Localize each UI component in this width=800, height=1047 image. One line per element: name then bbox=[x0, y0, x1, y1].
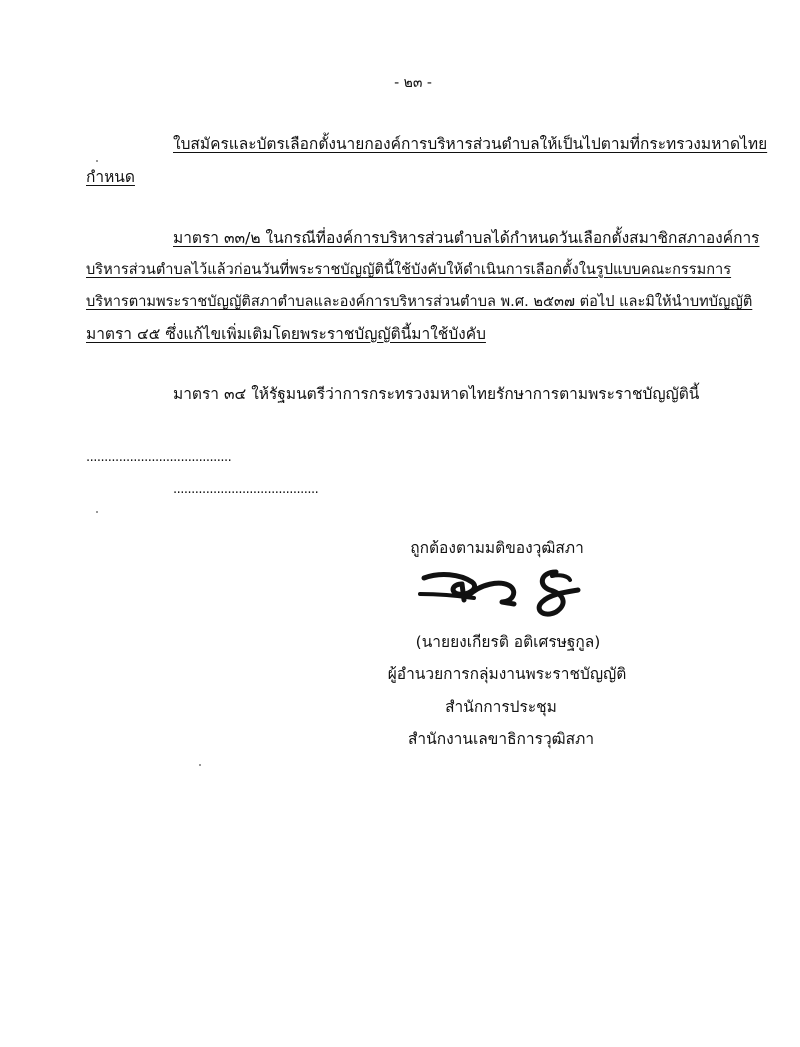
signatory-position: ผู้อำนวยการกลุ่มงานพระราชบัญญัติ bbox=[387, 665, 627, 683]
dotted-line-1: ........................................ bbox=[86, 450, 232, 465]
certification-heading: ถูกต้องตามมติของวุฒิสภา bbox=[410, 539, 584, 557]
signatory-bureau: สำนักการประชุม bbox=[445, 698, 557, 716]
paragraph-3: มาตรา ๓๔ ให้รัฐมนตรีว่าการกระทรวงมหาดไทยรักษาการตามพระราชบัญญัตินี้ bbox=[173, 385, 700, 403]
page-number: - ๒๓ - bbox=[394, 75, 432, 91]
paragraph-1-line-2: กำหนด bbox=[86, 168, 135, 186]
paragraph-2-line-3: บริหารตามพระราชบัญญัติสภาตำบลและองค์การบริหารส่วนตำบล พ.ศ. ๒๕๓๗ ต่อไป และมิให้นำบทบัญญัติ bbox=[86, 293, 753, 310]
signature bbox=[410, 560, 600, 630]
signatory-office: สำนักงานเลขาธิการวุฒิสภา bbox=[407, 730, 595, 748]
paragraph-2-line-2: บริหารส่วนตำบลไว้แล้วก่อนวันที่พระราชบัญญัตินี้ใช้บังคับให้ดำเนินการเลือกตั้งในรูปแบบคณะกรรมการ bbox=[86, 261, 732, 278]
dotted-line-2: ........................................ bbox=[173, 482, 319, 497]
paragraph-2-line-1: มาตรา ๓๓/๒ ในกรณีที่องค์การบริหารส่วนตำบลได้กำหนดวันเลือกตั้งสมาชิกสภาองค์การ bbox=[173, 229, 760, 247]
signatory-name: (นายยงเกียรติ อติเศรษฐกูล) bbox=[415, 633, 601, 651]
scan-speck bbox=[96, 160, 98, 162]
paragraph-1-line-1: ใบสมัครและบัตรเลือกตั้งนายกองค์การบริหารส่วนตำบลให้เป็นไปตามที่กระทรวงมหาดไทย bbox=[173, 135, 768, 153]
paragraph-2-line-4: มาตรา ๔๕ ซึ่งแก้ไขเพิ่มเติมโดยพระราชบัญญัตินี้มาใช้บังคับ bbox=[86, 325, 486, 343]
scan-speck bbox=[199, 764, 201, 766]
scan-speck bbox=[96, 511, 98, 513]
